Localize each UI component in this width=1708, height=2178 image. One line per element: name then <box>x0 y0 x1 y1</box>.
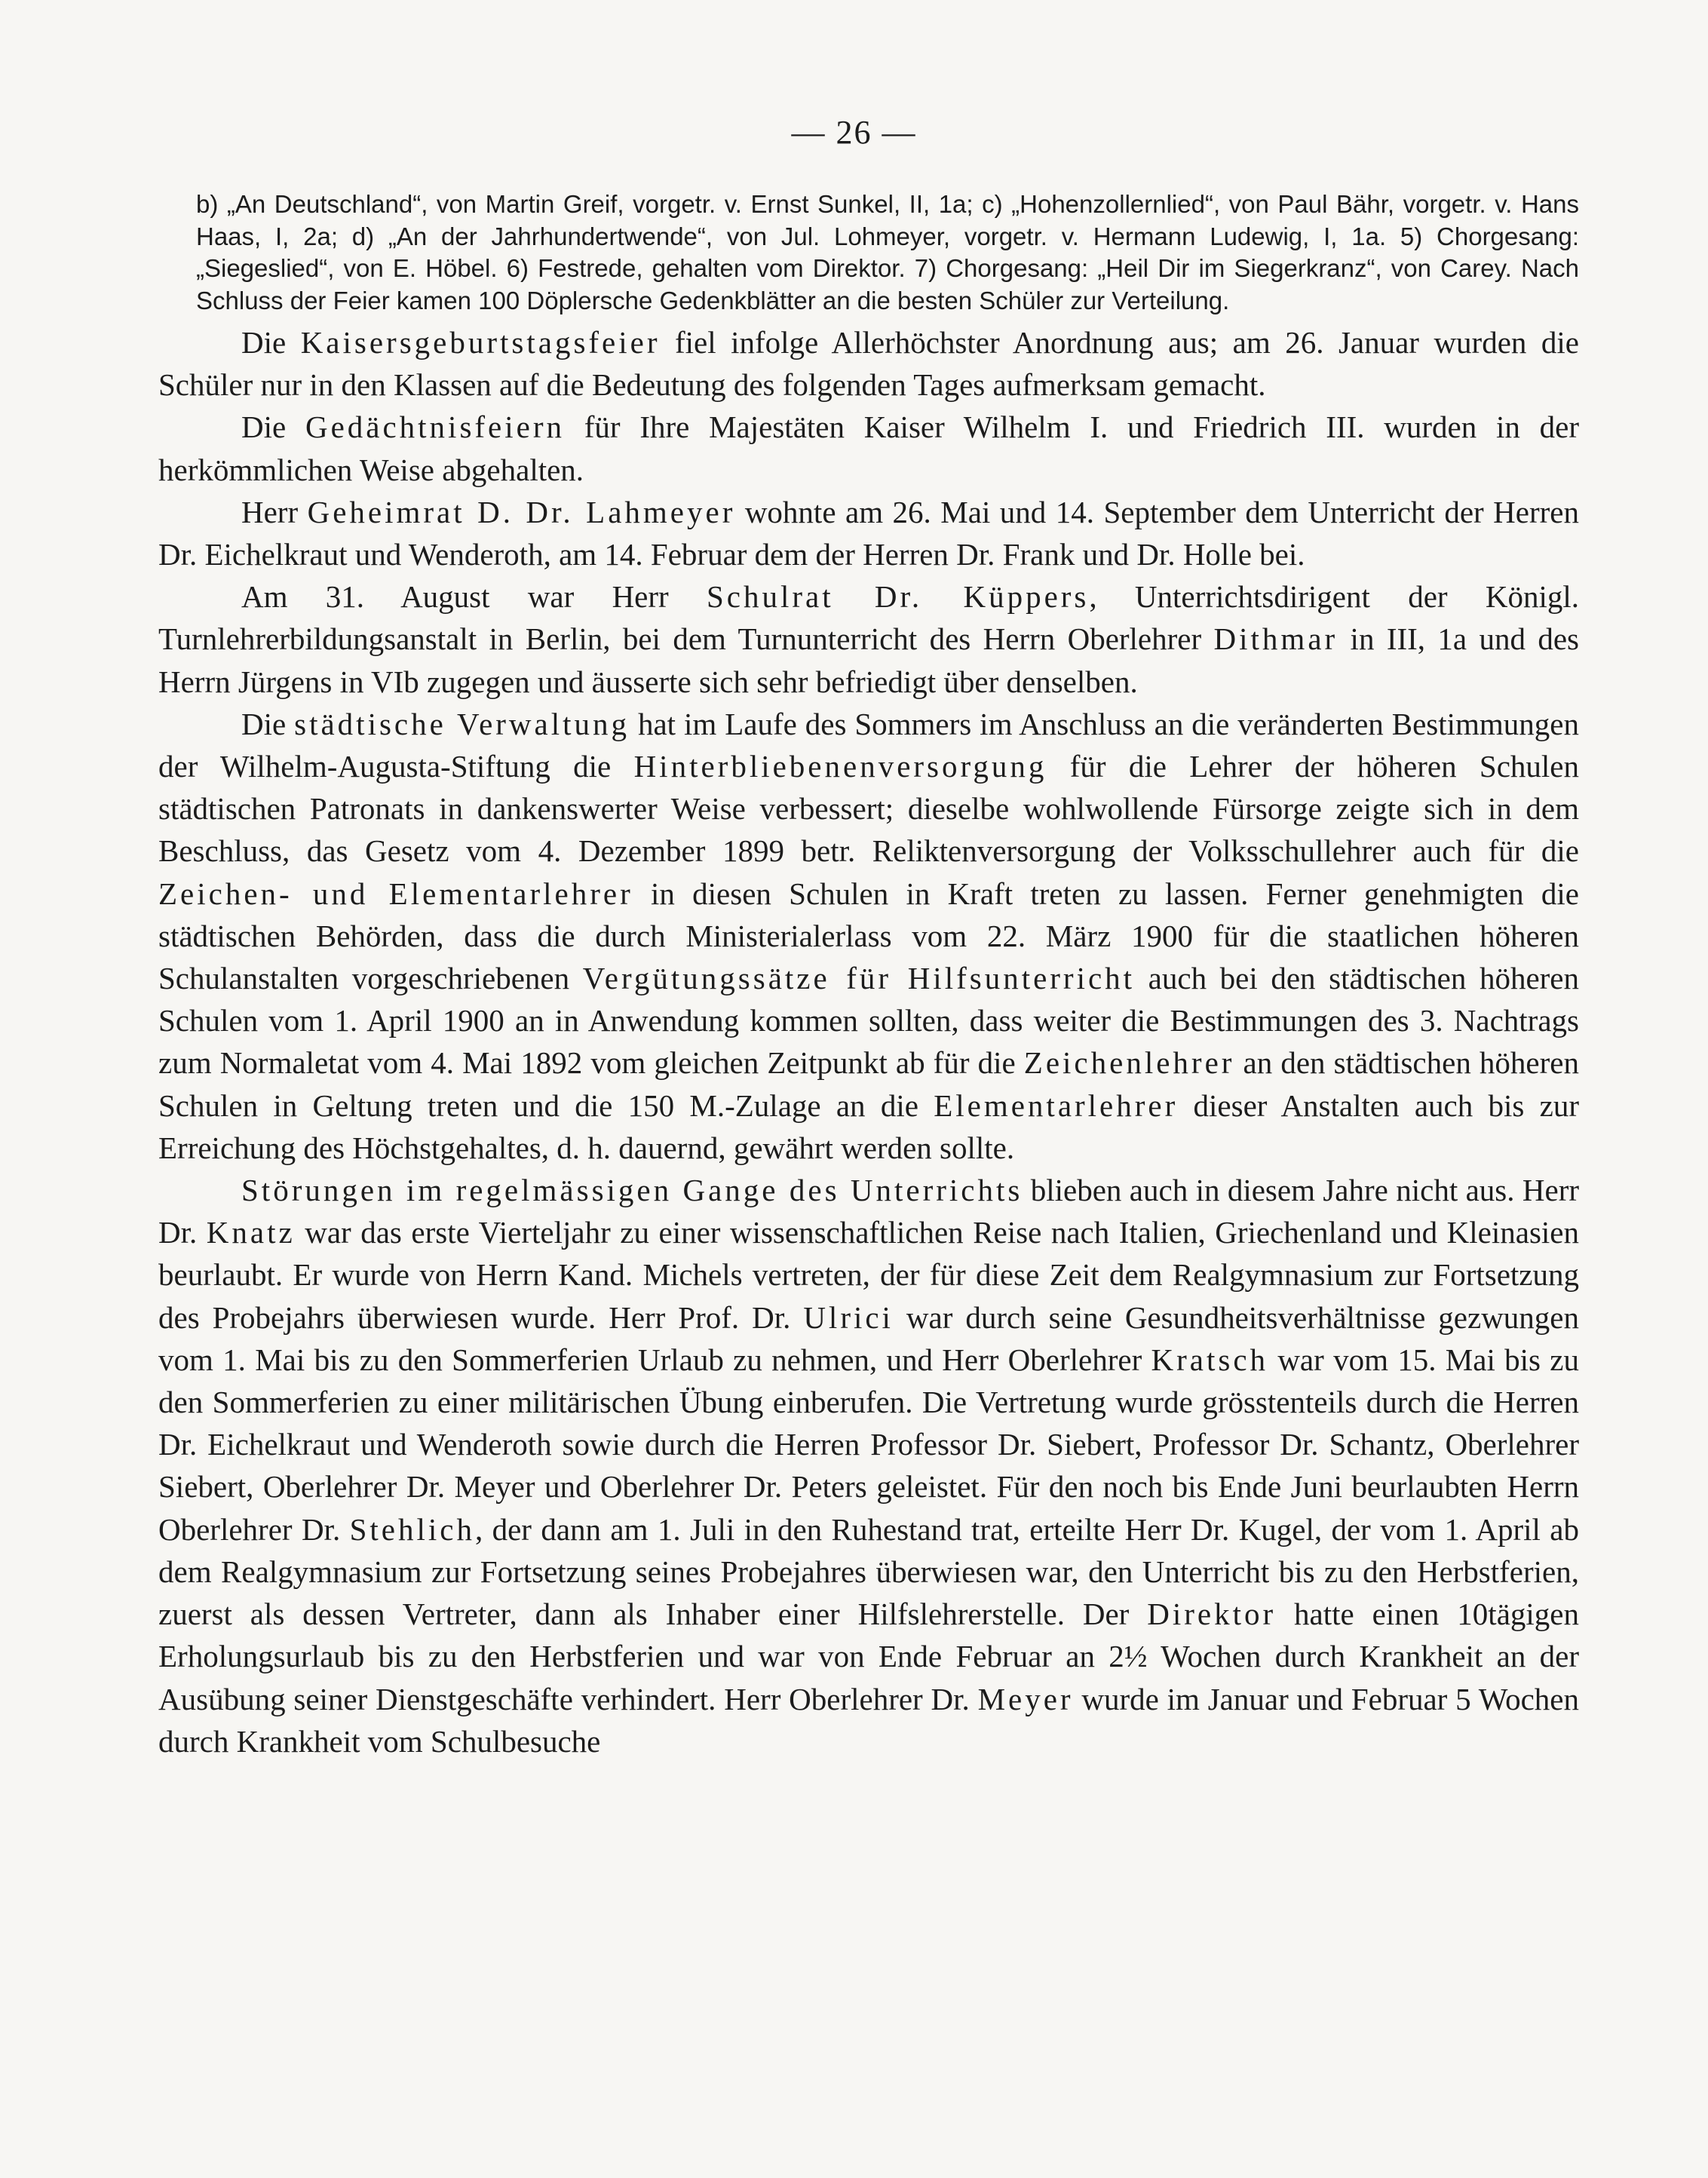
emphasis-spaced: Zeichen- und Elementarlehrer <box>158 876 633 911</box>
emphasis-spaced: Gedächtnisfeiern <box>305 410 566 445</box>
paragraph-festival-list: b) „An Deutschland“, von Martin Greif, vorgetr. v. Ernst Sunkel, II, 1a; c) „Hohenzollernlied“, von Paul Bähr, vorgetr. v. Hans Haas, I, 2a; d) „An der Jahrhundertwende“, von Jul. Lohmeyer, vorgetr. v. Hermann Ludewig, I, 1a. 5) Chorgesang: „Siegeslied“, von E. Höbel. 6) Festrede, gehalten vom Direktor. 7) Chorgesang: „Heil Dir im Siegerkranz“, von Carey. Nach Schluss der Feier kamen 100 Döplersche Gedenkblätter an die besten Schüler zur Verteilung. <box>196 190 1579 314</box>
text-run: Herr <box>241 494 308 529</box>
text-run: dieser Anstalten auch bis zur Erreichung des Höchstgehaltes, d. h. dauernd, gewährt werden sollte. <box>158 1087 1579 1165</box>
text-run: , Unterrichtsdirigent der Königl. Turnlehrerbildungsanstalt in Berlin, bei dem Turnunterricht des Herrn Oberlehrer <box>158 579 1579 657</box>
emphasis-spaced: Hinterbliebenenversorgung <box>633 749 1047 784</box>
body-text <box>158 189 1579 1762</box>
text-run: hatte einen 10tägigen Erholungsurlaub bis zu den Herbstferien und war von Ende Februar an 2½ Wochen durch Krankheit an der Ausübung seiner Dienstgeschäfte verhindert. Herr Oberlehrer Dr. <box>158 1597 1579 1716</box>
emphasis-spaced: Ulrici <box>803 1299 894 1335</box>
text-run: Am 31. August war Herr <box>241 579 707 615</box>
text-run: war durch seine Gesundheitsverhältnisse gezwungen vom 1. Mai bis zu den Sommerferien Urlaub zu nehmen, und Herr Oberlehrer <box>158 1299 1579 1377</box>
text-run: , der dann am 1. Juli in den Ruhestand trat, erteilte Herr Dr. Kugel, der vom 1. April ab dem Realgymnasium zur Fortsetzung seines Probejahres überwiesen war, den Unterricht bis zu den Herbstferien, zuerst als dessen Vertreter, dann als Inhaber einer Hilfslehrerstelle. Der <box>158 1511 1580 1632</box>
paragraph-kueppers <box>158 575 1579 703</box>
text-run: Die <box>241 410 305 445</box>
text-run: Die <box>241 325 301 360</box>
emphasis-spaced: Zeichenlehrer <box>1023 1045 1235 1081</box>
paragraph-gedaechtnisfeiern <box>158 406 1579 490</box>
page-number: — 26 — <box>791 114 917 151</box>
paragraph-lahmeyer <box>158 491 1579 575</box>
emphasis-spaced: Dithmar <box>1213 621 1338 657</box>
text-run: fiel infolge Allerhöchster Anordnung aus; am 26. Januar wurden die Schüler nur in den Klassen auf die Bedeutung des folgenden Tages aufmerksam gemacht. <box>158 325 1579 403</box>
text-run: für die Lehrer der höheren Schulen städtischen Patronats in dankenswerter Weise verbessert; dieselbe wohlwollende Fürsorge zeigte sich in dem Beschluss, das Gesetz vom 4. Dezember 1899 betr. Reliktenversorgung der Volksschullehrer auch für die <box>158 749 1579 869</box>
text-run: in III, 1a und des Herrn Jürgens in VIb zugegen und äusserte sich sehr befriedigt über denselben. <box>158 621 1580 699</box>
emphasis-spaced: Störungen im regelmässigen Gange des Unterrichts <box>241 1173 1023 1208</box>
paragraph-stoerungen <box>158 1169 1579 1762</box>
text-run: hat im Laufe des Sommers im Anschluss an die veränderten Bestimmungen der Wilhelm-Augusta-Stiftung die <box>158 706 1579 784</box>
emphasis-spaced: Kaisersgeburtstagsfeier <box>300 325 661 360</box>
text-run: für Ihre Majestäten Kaiser Wilhelm I. und Friedrich III. wurden in der herkömmlichen Weise abgehalten. <box>158 410 1580 487</box>
emphasis-spaced: Direktor <box>1147 1597 1277 1632</box>
emphasis-spaced: Stehlich <box>349 1511 475 1547</box>
paragraph-verwaltung <box>158 703 1579 1169</box>
emphasis-spaced: Geheimrat D. Dr. Lahmeyer <box>307 494 736 529</box>
emphasis-spaced: Elementarlehrer <box>934 1087 1179 1123</box>
text-run: blieben auch in diesem Jahre nicht aus. Herr Dr. <box>158 1173 1579 1250</box>
text-run: auch bei den städtischen höheren Schulen vom 1. April 1900 an in Anwendung kommen sollten, dass weiter die Bestimmungen des 3. Nachtrags zum Normaletat vom 4. Mai 1892 vom gleichen Zeitpunkt ab für die <box>158 961 1579 1081</box>
text-run: wurde im Januar und Februar 5 Wochen durch Krankheit vom Schulbesuche <box>158 1681 1580 1759</box>
paragraph-kaisersgeburtstag <box>158 321 1579 406</box>
text-run: an den städtischen höheren Schulen in Geltung treten und die 150 M.-Zulage an die <box>158 1045 1579 1123</box>
text-run: war das erste Vierteljahr zu einer wissenschaftlichen Reise nach Italien, Griechenland und Kleinasien beurlaubt. Er wurde von Herrn Kand. Michels vertreten, der für diese Zeit dem Realgymnasium zur Fortsetzung des Probejahrs überwiesen wurde. Herr Prof. Dr. <box>158 1215 1580 1335</box>
emphasis-spaced: Schulrat Dr. Küppers <box>707 579 1090 615</box>
emphasis-spaced: Vergütungssätze für Hilfsunterricht <box>582 961 1136 996</box>
text-run: wohnte am 26. Mai und 14. September dem Unterricht der Herren Dr. Eichelkraut und Wenderoth, am 14. Februar dem der Herren Dr. Frank und Dr. Holle bei. <box>158 494 1579 572</box>
text-run: Die <box>241 706 295 741</box>
emphasis-spaced: städtische Verwaltung <box>294 706 630 741</box>
emphasis-spaced: Meyer <box>977 1681 1074 1716</box>
text-run: in diesen Schulen in Kraft treten zu lassen. Ferner genehmigten die städtischen Behörden, dass die durch Ministerialerlass vom 22. März 1900 für die staatlichen höheren Schulanstalten vorgeschriebenen <box>158 876 1579 996</box>
emphasis-spaced: Kratsch <box>1151 1342 1269 1377</box>
text-run: war vom 15. Mai bis zu den Sommerferien zu einer militärischen Übung einberufen. Die Vertretung wurde grösstenteils durch die Herren Dr. Eichelkraut und Wenderoth sowie durch die Herren Professor Dr. Siebert, Professor Dr. Schantz, Oberlehrer Siebert, Oberlehrer Dr. Meyer und Oberlehrer Dr. Peters geleistet. Für den noch bis Ende Juni beurlaubten Herrn Oberlehrer Dr. <box>158 1342 1579 1547</box>
emphasis-spaced: Knatz <box>206 1215 296 1250</box>
